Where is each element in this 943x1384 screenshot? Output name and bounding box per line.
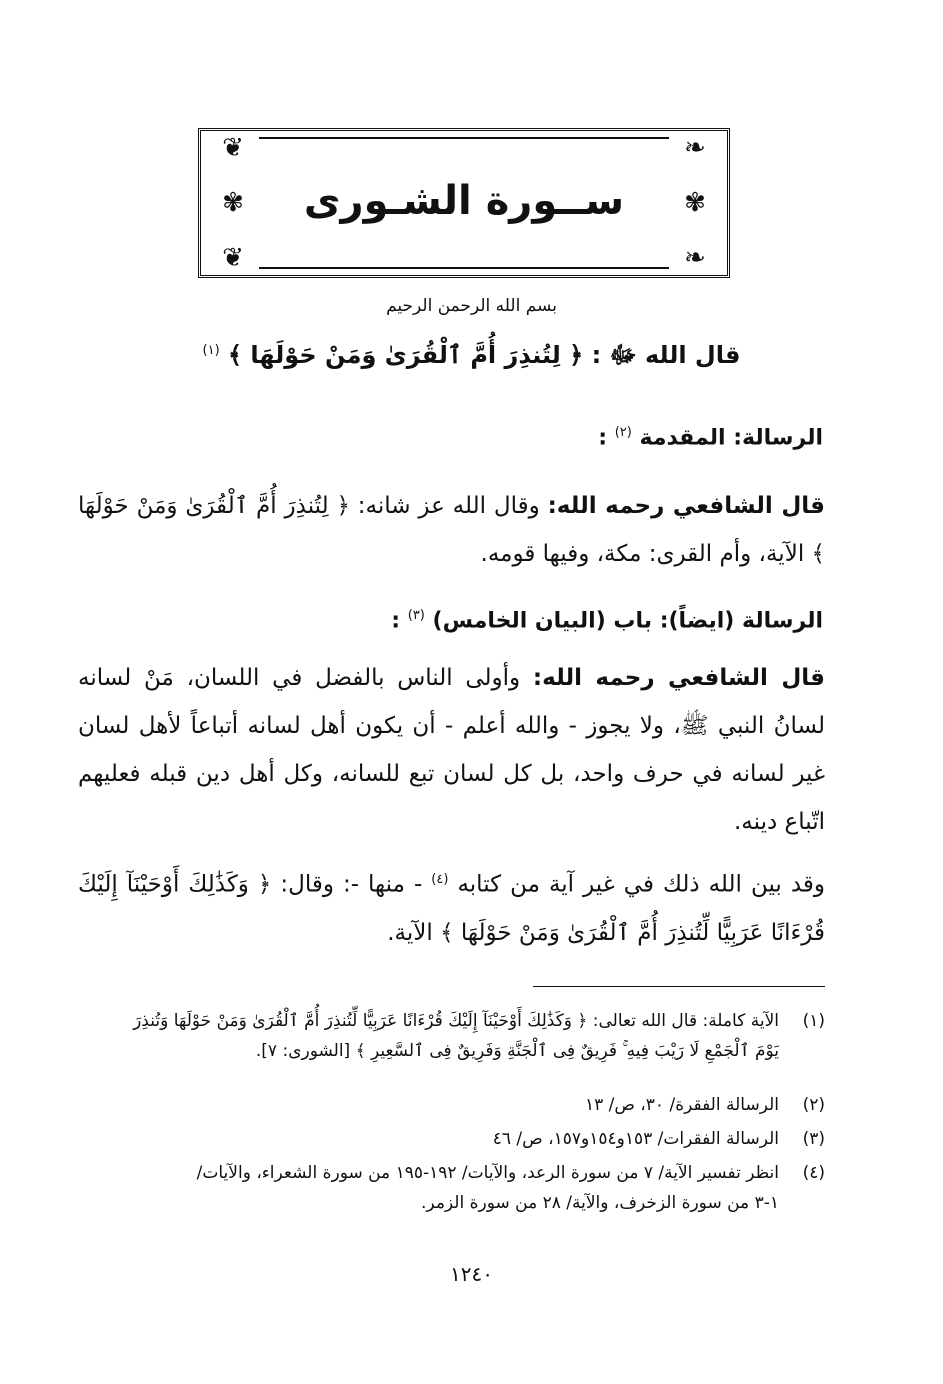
footnote-3 xyxy=(78,1124,825,1154)
ornament-right-icon: ❧ ✾ ❧ xyxy=(684,133,706,273)
section-heading-2-text: الرسالة (ايضاً): باب (البيان الخامس) xyxy=(432,608,823,634)
footnote-2 xyxy=(78,1090,825,1120)
section-2-paragraph-2 xyxy=(78,856,825,957)
section-2-paragraph xyxy=(78,654,825,846)
footnote-ref-2: (٢) xyxy=(614,425,632,440)
section-heading-2 xyxy=(391,608,823,633)
footnote-1-line1: الآية كاملة: قال الله تعالى: ﴿ وَكَذَٰلِكَ أَوْحَيْنَآ إِلَيْكَ قُرْءَانًا عَرَبِيًّا لِّتُنذِرَ أُمَّ ٱلْقُرَىٰ وَمَنْ حَوْلَهَا وَتُنذِرَ xyxy=(133,1011,779,1031)
section-1-lead: قال الشافعي رحمه الله: xyxy=(547,493,825,519)
footnote-3-line1: الرسالة الفقرات/ ١٥٣و١٥٤و١٥٧، ص/ ٤٦ xyxy=(492,1129,779,1149)
section-heading-1-text: الرسالة: المقدمة xyxy=(639,425,823,451)
section-2-body2-a: وقد بين الله ذلك في غير آية من كتابه xyxy=(457,871,826,898)
footnote-2-number: (٢) xyxy=(802,1095,825,1115)
footnote-4-line2: ١-٣ من سورة الزخرف، والآية/ ٢٨ من سورة الزمر. xyxy=(421,1193,779,1213)
basmala: بسم الله الرحمن الرحيم xyxy=(386,296,557,316)
footnote-4 xyxy=(78,1158,825,1218)
footnote-1-number: (١) xyxy=(802,1011,825,1031)
page-number: ١٢٤٠ xyxy=(450,1262,493,1286)
footnote-4-line1: انظر تفسير الآية/ ٧ من سورة الرعد، والآيات/ ١٩٢-١٩٥ من سورة الشعراء، والآيات/ xyxy=(196,1163,779,1183)
section-heading-1-colon: : xyxy=(598,425,608,451)
intro-verse-text: قال الله ﷻ : ﴿ لِتُنذِرَ أُمَّ ٱلْقُرَىٰ وَمَنْ حَوْلَهَا ﴾ xyxy=(228,341,741,369)
ornament-left-icon: ❦ ✾ ❦ xyxy=(222,133,244,273)
section-2-body: وأولى الناس بالفضل في اللسان، مَنْ لسانه لسانُ النبي ﷺ، ولا يجوز - والله أعلم - أن يكون أهل لسانه أتباعاً لأهل لسان غير لسانه في حرف واحد، بل كل لسان تبع للسانه، وكل أهل دين قبله فعليهم اتّباع دينه. xyxy=(78,665,825,835)
footnote-1 xyxy=(78,1006,825,1066)
footnote-2-line1: الرسالة الفقرة/ ٣٠، ص/ ١٣ xyxy=(584,1095,779,1115)
footnote-ref-4: (٤) xyxy=(431,872,449,887)
surah-title: ســورة الشـورى xyxy=(303,178,625,224)
section-1-paragraph xyxy=(78,482,825,578)
section-2-body2-b: - منها -: وقال: ﴿ وَكَذَٰلِكَ أَوْحَيْنَآ إِلَيْكَ قُرْءَانًا عَرَبِيًّا لِّتُنذِرَ أُمَّ ٱلْقُرَىٰ وَمَنْ حَوْلَهَا ﴾ الآية. xyxy=(78,871,825,946)
section-1-body: وقال الله عز شانه: ﴿ لِتُنذِرَ أُمَّ ٱلْقُرَىٰ وَمَنْ حَوْلَهَا ﴾ الآية، وأم القرى: مكة، وفيها قومه. xyxy=(78,493,825,567)
footnote-1-line2: يَوْمَ ٱلْجَمْعِ لَا رَيْبَ فِيهِ ۚ فَرِيقٌ فِى ٱلْجَنَّةِ وَفَرِيقٌ فِى ٱلسَّعِيرِ ﴾ [الشورى: ٧]. xyxy=(255,1041,779,1061)
intro-verse xyxy=(120,340,823,375)
section-heading-1 xyxy=(598,425,823,450)
footnote-divider xyxy=(533,986,825,987)
footnote-ref-1: (١) xyxy=(202,343,220,358)
footnote-4-number: (٤) xyxy=(802,1163,825,1183)
section-2-lead: قال الشافعي رحمه الله: xyxy=(532,665,825,691)
footnote-3-number: (٣) xyxy=(802,1129,825,1149)
surah-title-frame xyxy=(198,128,730,278)
footnote-ref-3: (٣) xyxy=(407,608,425,623)
section-heading-2-colon: : xyxy=(391,608,401,634)
